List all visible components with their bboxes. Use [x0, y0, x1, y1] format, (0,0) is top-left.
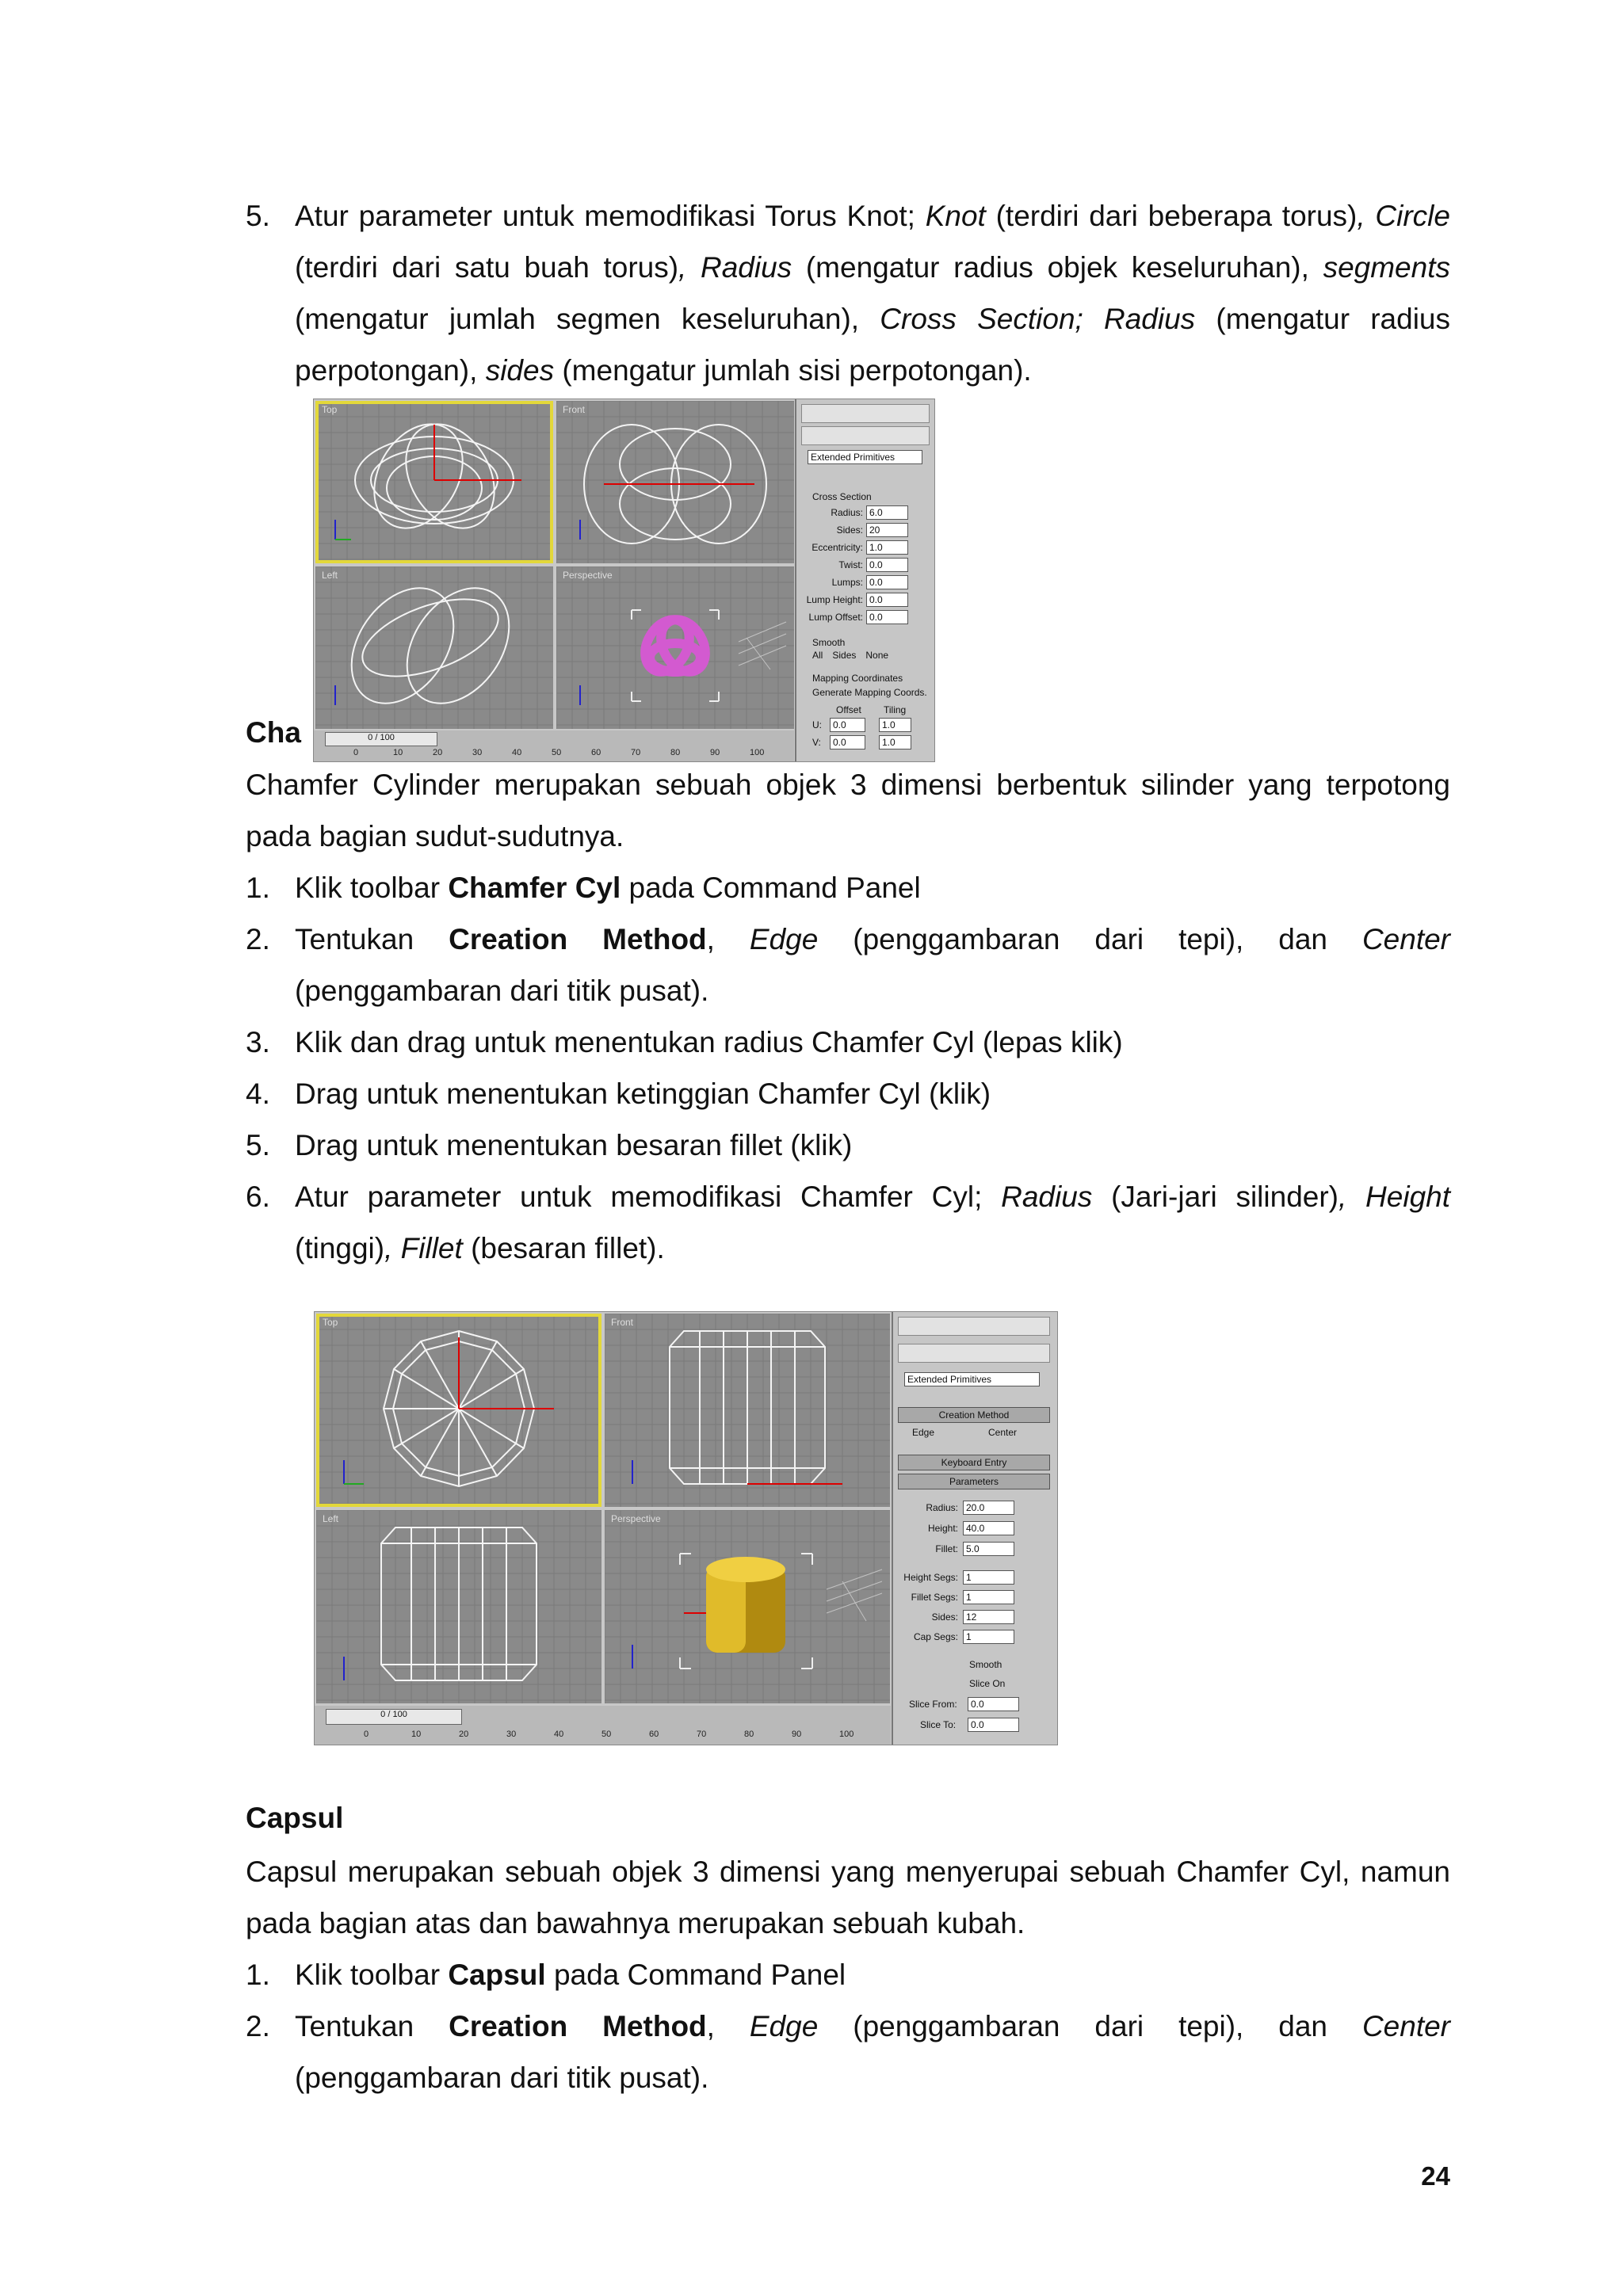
text-segment: (penggambaran dari titik pusat). [295, 974, 709, 1007]
text-segment: sides [485, 354, 555, 387]
v-offset-field[interactable]: 0.0 [830, 735, 865, 749]
command-panel-tabs[interactable] [801, 404, 930, 423]
creation-method-rollout[interactable]: Creation Method [898, 1407, 1050, 1423]
chamfer-cyl-top-wireframe [316, 1314, 601, 1507]
text-segment: (mengatur radius objek keseluruhan), [792, 251, 1323, 284]
torus-knot-left-wireframe [315, 566, 553, 729]
list-item [246, 862, 1450, 913]
text-segment: Atur parameter untuk memodifikasi Torus Knot; [295, 200, 926, 232]
text-segment: , Height [1338, 1180, 1451, 1213]
timeline-tick-label: 90 [792, 1730, 802, 1739]
param-field[interactable]: 1.0 [866, 540, 908, 555]
param-label: Fillet Segs: [911, 1592, 958, 1603]
param-field[interactable]: 1 [963, 1630, 1014, 1644]
list-item [246, 1171, 1450, 1274]
v-label: V: [812, 737, 821, 748]
list-number: 1. [246, 1958, 270, 1991]
param-field[interactable]: 1 [963, 1590, 1014, 1604]
text-segment: , Fillet [384, 1232, 463, 1264]
timeline-tick-label: 0 [353, 748, 359, 757]
list-item [246, 2000, 1450, 2103]
chamfer-intro: Chamfer Cylinder merupakan sebuah objek 3 dimensi berbentuk silinder yang terpotong pada bagian sudut-sudutnya. [246, 769, 1450, 852]
text-segment: Edge [749, 923, 819, 955]
list-number: 6. [246, 1180, 270, 1213]
list-item-torus-5 [246, 190, 1450, 396]
timeline-tick-label: 70 [631, 748, 641, 757]
param-label: Sides: [931, 1611, 958, 1623]
param-label: Radius: [831, 507, 863, 518]
timeline-tick-label: 20 [459, 1730, 469, 1739]
param-label: Lump Height: [806, 594, 863, 605]
capsul-heading: Capsul [246, 1802, 344, 1834]
smooth-title: Smooth [812, 637, 846, 648]
viewport-perspective[interactable] [556, 566, 794, 729]
viewport-front[interactable] [605, 1314, 890, 1507]
list-number: 5. [246, 1129, 270, 1161]
generate-mapping-checkbox[interactable]: Generate Mapping Coords. [812, 687, 927, 698]
timeline-tick-label: 80 [670, 748, 681, 757]
list-number: 2. [246, 2010, 270, 2042]
param-label: Lumps: [831, 577, 863, 588]
slice-from-field[interactable]: 0.0 [968, 1697, 1019, 1711]
smooth-option-radio[interactable]: All [812, 650, 823, 661]
viewport-top[interactable] [316, 1314, 601, 1507]
timeline-tick-label: 10 [393, 748, 403, 757]
text-segment: , [706, 2010, 750, 2042]
param-label: Fillet: [935, 1543, 958, 1554]
timeline-tick-label: 0 [364, 1730, 369, 1739]
smooth-option-radio[interactable]: None [865, 650, 889, 661]
command-panel [892, 1312, 1058, 1745]
time-slider[interactable]: 0 / 100 [325, 732, 437, 746]
chamfer-cyl-perspective-render [605, 1510, 890, 1703]
viewport-left[interactable] [316, 1510, 601, 1703]
torus-knot-perspective-render [556, 566, 794, 729]
text-segment: (penggambaran dari tepi), dan [818, 2010, 1362, 2042]
text-segment: (tinggi) [295, 1232, 385, 1264]
chamfer-cyl-left-wireframe [316, 1510, 601, 1703]
timeline-tick-label: 70 [697, 1730, 707, 1739]
text-segment: Klik toolbar [295, 1958, 449, 1991]
list-number: 3. [246, 1026, 270, 1058]
viewport-label: Top [323, 1317, 338, 1328]
viewport-label: Perspective [563, 570, 613, 581]
text-segment: , [706, 923, 750, 955]
object-type-dropdown[interactable]: Extended Primitives [904, 1372, 1040, 1386]
text-segment: Cross Section; Radius [880, 303, 1196, 335]
list-item-text [295, 862, 1450, 913]
text-segment: (terdiri dari beberapa torus) [985, 200, 1358, 232]
text-segment: pada Command Panel [545, 1958, 846, 1991]
list-item-text [295, 913, 1450, 1016]
capsul-intro: Capsul merupakan sebuah objek 3 dimensi yang menyerupai sebuah Chamfer Cyl, namun pada bagian atas dan bawahnya merupakan sebuah kubah. [246, 1855, 1450, 1939]
slice-on-checkbox[interactable]: Slice On [969, 1678, 1006, 1689]
slice-to-label: Slice To: [920, 1719, 957, 1730]
text-segment: Center [1361, 2010, 1451, 2042]
param-label: Twist: [838, 559, 863, 570]
viewport-front[interactable] [556, 401, 794, 563]
torus-knot-screenshot [313, 399, 935, 762]
text-segment: Drag untuk menentukan ketinggian Chamfer Cyl (klik) [295, 1077, 991, 1110]
text-segment: Knot [925, 200, 986, 232]
text-segment: Capsul [448, 1958, 546, 1991]
torus-knot-top-wireframe [315, 401, 553, 563]
timeline-tick-label: 10 [411, 1730, 422, 1739]
text-segment: (mengatur jumlah sisi perpotongan). [554, 354, 1032, 387]
text-segment: Radius [1001, 1180, 1093, 1213]
torus-knot-front-wireframe [556, 401, 794, 563]
chamfer-cylinder-screenshot [314, 1311, 1058, 1745]
tiling-label: Tiling [884, 704, 907, 715]
object-category-icons[interactable] [898, 1344, 1050, 1363]
list-item-text [295, 1171, 1450, 1274]
text-segment: pada Command Panel [621, 871, 921, 904]
list-number: 4. [246, 1077, 270, 1110]
slice-from-label: Slice From: [909, 1699, 957, 1710]
chamfer-cyl-front-wireframe [605, 1314, 890, 1507]
timeline-tick-label: 50 [601, 1730, 612, 1739]
text-segment: Creation Method [449, 2010, 707, 2042]
time-slider[interactable]: 0 / 100 [326, 1709, 462, 1725]
timeline-tick-label: 100 [839, 1730, 854, 1739]
text-segment: Chamfer Cyl [448, 871, 621, 904]
timeline-tick-label: 40 [554, 1730, 564, 1739]
cross-section-title: Cross Section [812, 491, 872, 502]
list-item [246, 1119, 1450, 1171]
text-segment: Edge [749, 2010, 819, 2042]
param-label: Sides: [836, 524, 863, 536]
command-panel [795, 399, 935, 761]
timeline-tick-label: 80 [744, 1730, 754, 1739]
edge-radio[interactable]: Edge [912, 1427, 935, 1438]
list-number: 1. [246, 871, 270, 904]
text-segment: Tentukan [295, 2010, 449, 2042]
text-segment: (terdiri dari satu buah torus) [295, 251, 679, 284]
param-field[interactable]: 20.0 [963, 1501, 1014, 1515]
mapping-coordinates-title: Mapping Coordinates [812, 673, 903, 684]
timeline-tick-label: 20 [433, 748, 443, 757]
list-item [246, 1068, 1450, 1119]
text-segment: (besaran fillet). [462, 1232, 665, 1264]
list-item [246, 1949, 1450, 2000]
smooth-options[interactable] [812, 650, 898, 661]
list-item-text [295, 1119, 1450, 1171]
param-field[interactable]: 0.0 [866, 593, 908, 607]
text-segment: Center [1361, 923, 1451, 955]
text-segment: (mengatur radius perpotongan), [295, 303, 1451, 387]
timeline-tick-label: 100 [750, 748, 765, 757]
parameters-rollout[interactable]: Parameters [898, 1474, 1050, 1489]
param-label: Cap Segs: [913, 1631, 958, 1642]
param-field[interactable]: 0.0 [866, 575, 908, 589]
param-label: Radius: [926, 1502, 958, 1513]
text-segment: Klik toolbar [295, 871, 449, 904]
command-panel-tabs[interactable] [898, 1317, 1050, 1336]
text-segment: , Radius [678, 251, 792, 284]
text-segment: Drag untuk menentukan besaran fillet (klik) [295, 1129, 853, 1161]
param-field[interactable]: 40.0 [963, 1521, 1014, 1535]
param-field[interactable]: 20 [866, 523, 908, 537]
viewport-label: Left [322, 570, 338, 581]
timeline-tick-label: 60 [649, 1730, 659, 1739]
list-item [246, 1016, 1450, 1068]
param-field[interactable]: 6.0 [866, 505, 908, 520]
object-type-dropdown[interactable]: Extended Primitives [808, 450, 922, 464]
param-field[interactable]: 12 [963, 1610, 1014, 1624]
timeline-tick-label: 90 [710, 748, 720, 757]
param-field[interactable]: 0.0 [866, 558, 908, 572]
text-segment: Atur parameter untuk memodifikasi Chamfer Cyl; [295, 1180, 1002, 1213]
object-category-icons[interactable] [801, 426, 930, 445]
u-offset-field[interactable]: 0.0 [830, 718, 865, 732]
list-item-text [295, 190, 1450, 396]
param-label: Height Segs: [903, 1572, 958, 1583]
smooth-option-radio[interactable]: Sides [832, 650, 857, 661]
slice-to-field[interactable]: 0.0 [968, 1718, 1019, 1732]
list-item-text [295, 1949, 1450, 2000]
viewport-label: Perspective [611, 1513, 661, 1524]
page-number: 24 [1421, 2161, 1450, 2191]
text-segment: (penggambaran dari tepi), dan [818, 923, 1362, 955]
param-field[interactable]: 0.0 [866, 610, 908, 624]
v-tiling-field[interactable]: 1.0 [879, 735, 911, 749]
chamfer-heading: Cha [246, 716, 301, 749]
text-segment: segments [1323, 251, 1450, 284]
param-label: Lump Offset: [808, 612, 863, 623]
list-number: 2. [246, 923, 270, 955]
u-tiling-field[interactable]: 1.0 [879, 718, 911, 732]
smooth-checkbox[interactable]: Smooth [969, 1659, 1002, 1670]
text-segment: (penggambaran dari titik pusat). [295, 2061, 709, 2094]
param-field[interactable]: 1 [963, 1570, 1014, 1585]
viewport-label: Left [323, 1513, 339, 1524]
u-label: U: [812, 719, 822, 730]
text-segment: Tentukan [295, 923, 449, 955]
text-segment: , Circle [1357, 200, 1450, 232]
list-item-text [295, 2000, 1450, 2103]
timeline-tick-label: 60 [591, 748, 601, 757]
text-segment: (mengatur jumlah segmen keseluruhan), [295, 303, 880, 335]
keyboard-entry-rollout[interactable]: Keyboard Entry [898, 1455, 1050, 1470]
offset-label: Offset [836, 704, 861, 715]
viewport-label: Top [322, 404, 338, 415]
list-item-text [295, 1068, 1450, 1119]
list-number: 5. [246, 200, 270, 232]
viewport-top[interactable] [315, 401, 553, 563]
timeline [314, 730, 794, 761]
text-segment: (Jari-jari silinder) [1092, 1180, 1338, 1213]
timeline-tick-label: 30 [506, 1730, 517, 1739]
list-item-text [295, 1016, 1450, 1068]
timeline-tick-label: 50 [552, 748, 562, 757]
viewport-perspective[interactable] [605, 1510, 890, 1703]
param-label: Eccentricity: [812, 542, 863, 553]
timeline-tick-label: 40 [512, 748, 522, 757]
text-segment: Creation Method [449, 923, 707, 955]
param-field[interactable]: 5.0 [963, 1542, 1014, 1556]
viewport-label: Front [611, 1317, 634, 1328]
list-item [246, 913, 1450, 1016]
param-label: Height: [927, 1523, 958, 1534]
timeline [315, 1706, 891, 1745]
text-segment: Klik dan drag untuk menentukan radius Chamfer Cyl (lepas klik) [295, 1026, 1123, 1058]
timeline-tick-label: 30 [472, 748, 483, 757]
viewport-left[interactable] [315, 566, 553, 729]
center-radio[interactable]: Center [988, 1427, 1018, 1438]
viewport-label: Front [563, 404, 586, 415]
